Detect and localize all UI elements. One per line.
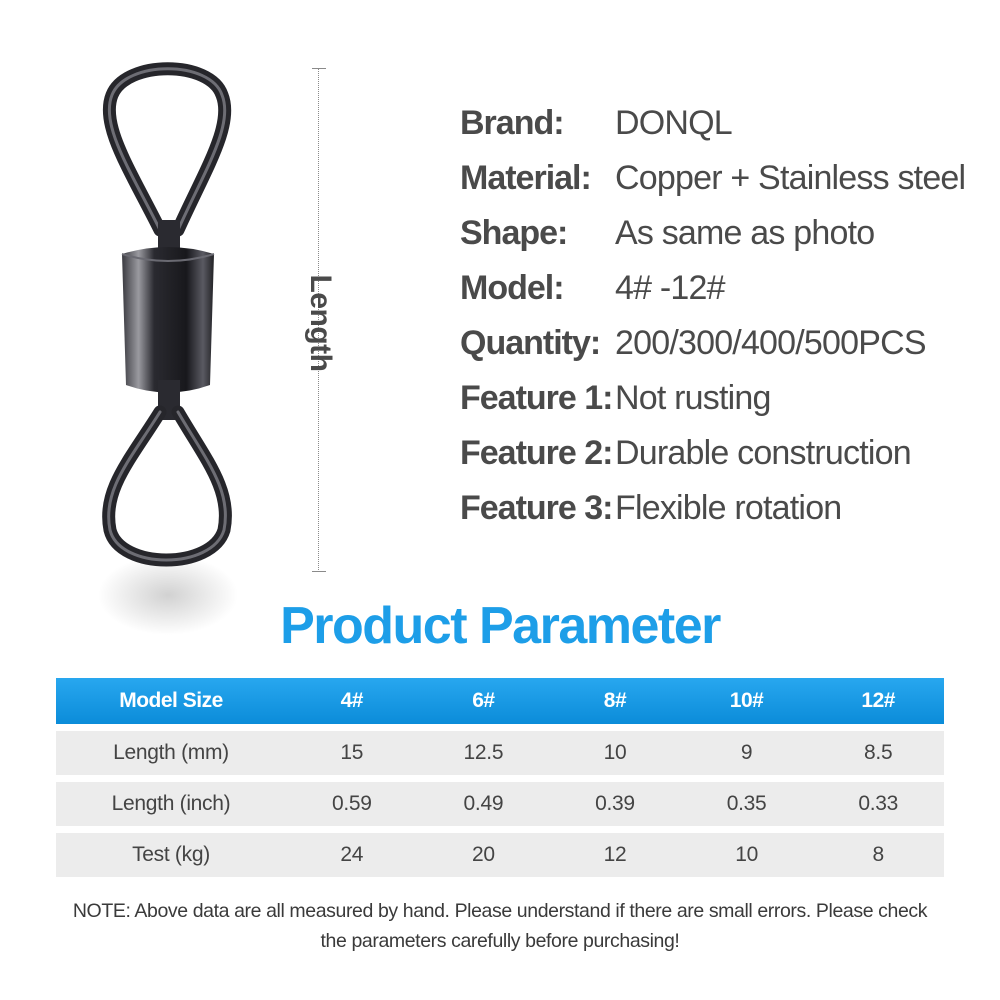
table-cell: 15	[286, 731, 418, 775]
spec-key: Feature 2:	[460, 434, 613, 472]
table-header-cell: 6#	[418, 678, 550, 724]
spec-row-quantity	[460, 316, 965, 371]
table-header-row	[56, 678, 944, 724]
length-dimension-label: Length	[304, 274, 337, 372]
table-row	[56, 782, 944, 826]
disclaimer-note	[40, 896, 960, 956]
spec-row-feature-3	[460, 481, 965, 536]
spec-value: Durable construction	[615, 434, 911, 472]
table-row-label: Length (inch)	[56, 782, 286, 826]
spec-key: Model:	[460, 269, 564, 307]
spec-key: Brand:	[460, 104, 564, 142]
spec-row-brand	[460, 96, 965, 151]
spec-list	[460, 96, 965, 536]
spec-row-material	[460, 151, 965, 206]
length-dimension-top-cap	[312, 68, 326, 69]
table-row-label: Length (mm)	[56, 731, 286, 775]
length-dimension-bottom-cap	[312, 571, 326, 572]
spec-row-shape	[460, 206, 965, 261]
spec-value: As same as photo	[615, 214, 875, 252]
note-line-1: NOTE: Above data are all measured by hand. Please understand if there are small errors. Please check	[72, 900, 928, 922]
table-cell: 0.39	[549, 782, 681, 826]
table-header-cell: Model Size	[56, 678, 286, 724]
table-cell: 12.5	[418, 731, 550, 775]
swivel-product-image	[60, 40, 300, 640]
spec-value: Not rusting	[615, 379, 771, 417]
table-row	[56, 833, 944, 877]
note-line-2: the parameters carefully before purchasing!	[320, 930, 680, 952]
table-header-cell: 8#	[549, 678, 681, 724]
table-cell: 10	[549, 731, 681, 775]
spec-key: Material:	[460, 159, 591, 197]
table-cell: 8.5	[812, 731, 944, 775]
table-header-cell: 10#	[681, 678, 813, 724]
spec-row-feature-1	[460, 371, 965, 426]
table-cell: 0.35	[681, 782, 813, 826]
table-cell: 20	[418, 833, 550, 877]
section-title: Product Parameter	[280, 597, 720, 655]
table-cell: 0.49	[418, 782, 550, 826]
spec-key: Feature 3:	[460, 489, 613, 527]
table-cell: 10	[681, 833, 813, 877]
spec-key: Shape:	[460, 214, 568, 252]
spec-key: Quantity:	[460, 324, 601, 362]
parameter-table	[56, 671, 944, 884]
spec-value: 200/300/400/500PCS	[615, 324, 926, 362]
table-cell: 9	[681, 731, 813, 775]
spec-value: Flexible rotation	[615, 489, 842, 527]
spec-row-feature-2	[460, 426, 965, 481]
table-header-cell: 4#	[286, 678, 418, 724]
table-cell: 12	[549, 833, 681, 877]
table-row	[56, 731, 944, 775]
spec-value: 4# -12#	[615, 269, 725, 307]
spec-row-model	[460, 261, 965, 316]
table-cell: 8	[812, 833, 944, 877]
spec-key: Feature 1:	[460, 379, 613, 417]
table-header-cell: 12#	[812, 678, 944, 724]
table-cell: 24	[286, 833, 418, 877]
spec-value: Copper + Stainless steel	[615, 159, 966, 197]
spec-value: DONQL	[615, 104, 732, 142]
table-cell: 0.33	[812, 782, 944, 826]
table-cell: 0.59	[286, 782, 418, 826]
table-row-label: Test (kg)	[56, 833, 286, 877]
